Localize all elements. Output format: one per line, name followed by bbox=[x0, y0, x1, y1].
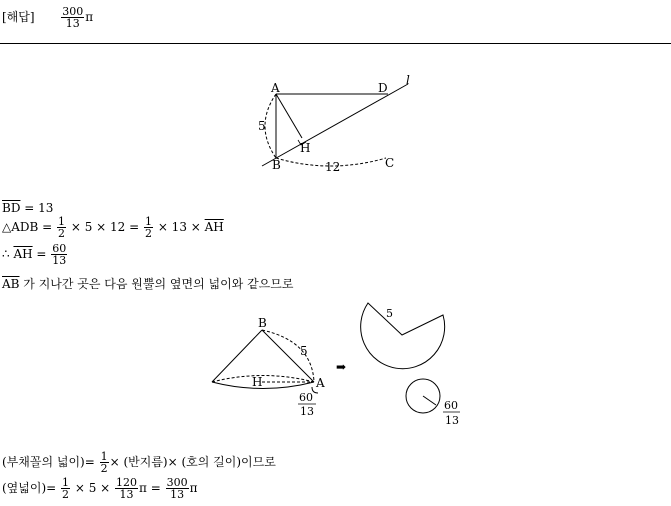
lateral-frac-2-den: 13 bbox=[119, 488, 134, 501]
circle-radius-den: 13 bbox=[445, 414, 459, 427]
adb-mid2: × 13 × bbox=[154, 220, 205, 234]
sector-development bbox=[361, 303, 445, 369]
answer-label: [해답] bbox=[2, 10, 35, 24]
adb-frac-2-den: 2 bbox=[145, 227, 152, 240]
lateral-frac-3-den: 13 bbox=[170, 488, 185, 501]
answer-pi: π bbox=[85, 10, 94, 24]
lateral-frac-3-num: 300 bbox=[166, 476, 188, 489]
ah-frac bbox=[51, 243, 67, 266]
label-12: 12 bbox=[325, 160, 341, 174]
label-l: l bbox=[406, 73, 410, 87]
ab-explanation: 가 지나간 곳은 다음 원뿔의 옆면의 넓이와 같으므로 bbox=[19, 277, 294, 291]
adb-frac-2-num: 1 bbox=[145, 215, 152, 228]
cone-label-h: H bbox=[252, 375, 263, 389]
lateral-frac-2 bbox=[115, 477, 138, 500]
line-bd bbox=[2, 201, 53, 215]
triangle-figure bbox=[240, 70, 430, 180]
segment-ab-text: $\overline{AB}$ bbox=[2, 277, 20, 291]
cone-figure bbox=[200, 295, 470, 435]
answer-header bbox=[2, 6, 93, 29]
bd-value: = 13 bbox=[20, 201, 54, 215]
cone-radius-den: 13 bbox=[300, 405, 314, 418]
cone-label-b: B bbox=[258, 316, 267, 330]
adb-frac-1-num: 1 bbox=[58, 215, 66, 228]
ah-eq: = bbox=[32, 247, 51, 261]
adb-frac-1 bbox=[57, 216, 66, 239]
sector-area-label: (부채꼴의 넓이)= bbox=[2, 455, 99, 469]
transform-arrow: ➡ bbox=[336, 360, 347, 374]
answer-numerator: 300 bbox=[62, 5, 84, 18]
label-5: 5 bbox=[258, 119, 266, 133]
dashed-arc-left bbox=[265, 94, 276, 158]
segment-ah-text: $\overline{AH}$ bbox=[13, 247, 33, 261]
answer-fraction bbox=[61, 6, 84, 29]
line-ab-explanation bbox=[2, 275, 293, 292]
cone-radius-num: 60 bbox=[299, 391, 313, 404]
lateral-frac-1-den: 2 bbox=[62, 488, 70, 501]
label-d: D bbox=[378, 81, 388, 95]
circle-radius-num: 60 bbox=[444, 399, 458, 412]
label-h: H bbox=[300, 141, 311, 155]
header-divider bbox=[0, 43, 671, 44]
ah-frac-den: 13 bbox=[52, 254, 67, 267]
cone-base-back bbox=[212, 376, 314, 383]
adb-mid: × 5 × 12 = bbox=[67, 220, 143, 234]
label-c: C bbox=[385, 156, 395, 170]
adb-ah: $\overline{AH}$ bbox=[204, 220, 224, 234]
adb-triangle: △ADB = bbox=[2, 220, 57, 234]
therefore-sign: ∴ bbox=[2, 247, 14, 261]
answer-denominator: 13 bbox=[65, 17, 80, 30]
lateral-frac-1-num: 1 bbox=[62, 476, 70, 489]
line-area-adb bbox=[2, 216, 224, 239]
lateral-pi: π bbox=[189, 481, 198, 495]
ah-frac-num: 60 bbox=[52, 242, 67, 255]
formula-sector-area bbox=[2, 451, 276, 474]
line-ah bbox=[2, 243, 68, 266]
segment-ah bbox=[276, 94, 302, 138]
line-l bbox=[262, 84, 408, 166]
base-circle-radius bbox=[423, 396, 436, 405]
label-a: A bbox=[271, 81, 280, 95]
adb-frac-2 bbox=[144, 216, 153, 239]
sector-area-frac-num: 1 bbox=[100, 450, 108, 463]
lateral-mid2: π = bbox=[139, 481, 165, 495]
cone-base-front bbox=[212, 382, 314, 389]
cone-label-a: A bbox=[316, 376, 325, 390]
segment-bd: $\overline{BD}$ bbox=[2, 201, 21, 215]
formula-lateral-area bbox=[2, 477, 198, 500]
lateral-frac-2-num: 120 bbox=[116, 476, 138, 489]
sector-area-frac-den: 2 bbox=[100, 462, 108, 475]
cone-label-5: 5 bbox=[300, 344, 308, 358]
adb-frac-1-den: 2 bbox=[58, 227, 66, 240]
sector-area-rest: × (반지름)× (호의 길이)이므로 bbox=[109, 455, 276, 469]
lateral-area-label: (옆넓이)= bbox=[2, 481, 61, 495]
lateral-frac-3 bbox=[166, 477, 189, 500]
sector-label-5: 5 bbox=[386, 307, 393, 320]
label-b: B bbox=[272, 158, 281, 172]
lateral-frac-1 bbox=[61, 477, 70, 500]
lateral-mid: × 5 × bbox=[71, 481, 115, 495]
sector-area-frac bbox=[100, 451, 109, 474]
